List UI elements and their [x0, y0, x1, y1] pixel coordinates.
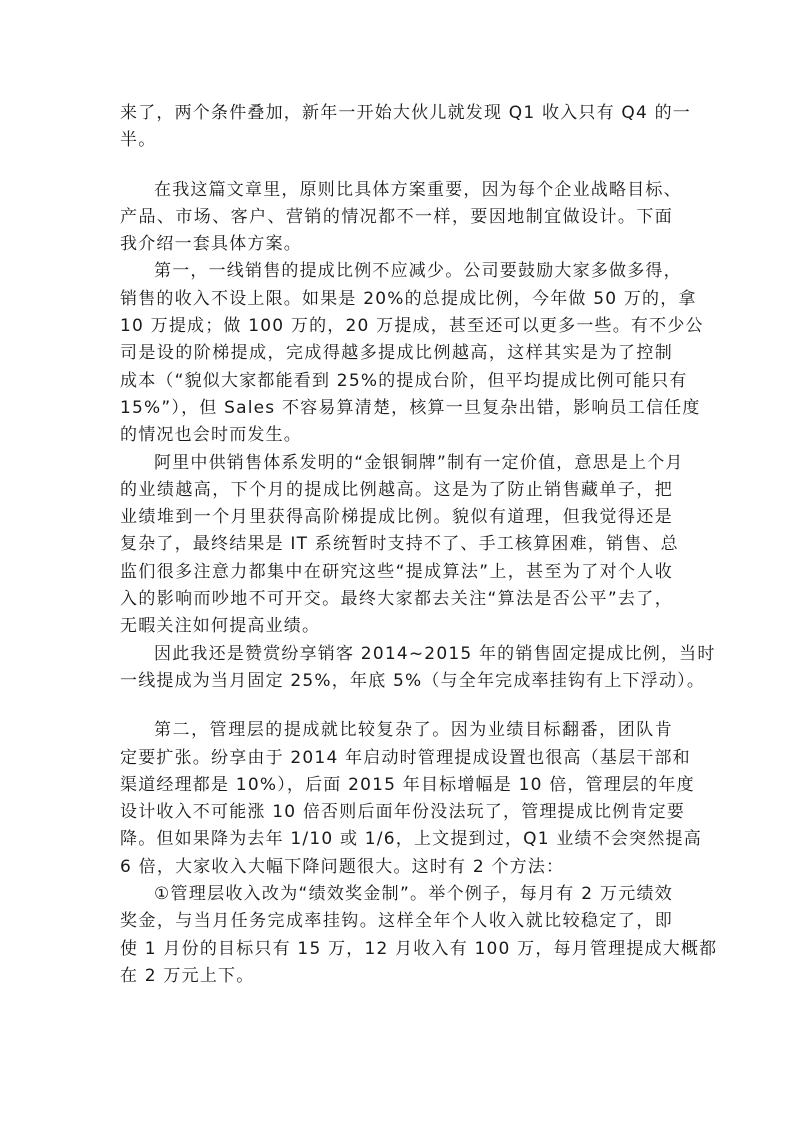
- text-line: 因此我还是赞赏纷享销客 2014~2015 年的销售固定提成比例，当时: [154, 643, 716, 664]
- paragraph-alibaba-example: [120, 450, 684, 641]
- paragraph-point-two: [120, 717, 702, 881]
- text-line: 入的影响而吵地不可开交。最终大家都去关注“算法是否公平”去了，: [120, 589, 673, 610]
- paragraph-continuation: [120, 100, 692, 155]
- text-line: 成本（“貌似大家都能看到 25%的提成台阶，但平均提成比例可能只有: [120, 370, 688, 391]
- text-line: 第一，一线销售的提成比例不应减少。公司要鼓励大家多做多得，: [154, 261, 682, 282]
- text-line: 来了，两个条件叠加，新年一开始大伙儿就发现 Q1 收入只有 Q4 的一: [120, 103, 692, 123]
- text-line: 一线提成为当月固定 25%，年底 5%（与全年完成率挂钩有上下浮动）。: [120, 670, 706, 691]
- text-line: 我介绍一套具体方案。: [120, 234, 302, 255]
- text-line: 渠道经理都是 10%），后面 2015 年目标增幅是 10 倍，管理层的年度: [120, 774, 695, 795]
- text-line: 阿里中供销售体系发明的“金银铜牌”制有一定价值，意思是上个月: [154, 452, 684, 473]
- text-line: 第二，管理层的提成就比较复杂了。因为业绩目标翻番，团队肯: [154, 720, 673, 741]
- paragraph-fixed-rate: [120, 641, 716, 696]
- text-line: 监们很多注意力都集中在研究这些“提成算法”上，甚至为了对个人收: [120, 561, 673, 582]
- text-line: ①管理层收入改为“绩效奖金制”。举个例子，每月有 2 万元绩效: [154, 884, 673, 905]
- paragraph-gap: [120, 155, 673, 177]
- text-line: 15%”），但 Sales 不容易算清楚，核算一旦复杂出错，影响员工信任度: [120, 397, 701, 418]
- text-line: 销售的收入不设上限。如果是 20%的总提成比例，今年做 50 万的，拿: [120, 288, 697, 309]
- text-line: 司是设的阶梯提成，完成得越多提成比例越高，这样其实是为了控制: [120, 343, 673, 364]
- text-line: 设计收入不可能涨 10 倍否则后面年份没法玩了，管理提成比例肯定要: [120, 802, 686, 823]
- text-line: 奖金，与当月任务完成率挂钩。这样全年个人收入就比较稳定了，即: [120, 911, 673, 932]
- text-line: 无暇关注如何提高业绩。: [120, 616, 321, 637]
- text-line: 在我这篇文章里，原则比具体方案重要，因为每个企业战略目标、: [154, 179, 682, 200]
- text-line: 产品、市场、客户、营销的情况都不一样，要因地制宜做设计。下面: [120, 206, 673, 227]
- text-line: 10 万提成；做 100 万的，20 万提成，甚至还可以更多一些。有不少公: [120, 316, 704, 337]
- paragraph-gap: [120, 695, 673, 717]
- paragraph-method-one: [120, 881, 718, 990]
- paragraph-intro: [120, 177, 682, 259]
- document-page: [120, 100, 718, 990]
- text-line: 在 2 万元上下。: [120, 965, 255, 986]
- text-line: 降。但如果降为去年 1/10 或 1/6，上文提到过，Q1 业绩不会突然提高: [120, 829, 702, 850]
- text-line: 的情况也会时而发生。: [120, 425, 302, 446]
- text-line: 半。: [120, 130, 157, 151]
- text-line: 6 倍，大家收入大幅下降问题很大。这时有 2 个方法：: [120, 856, 565, 877]
- text-line: 使 1 月份的目标只有 15 万，12 月收入有 100 万，每月管理提成大概都: [120, 938, 718, 959]
- text-line: 复杂了，最终结果是 IT 系统暂时支持不了、手工核算困难，销售、总: [120, 534, 679, 555]
- paragraph-point-one: [120, 258, 704, 449]
- text-line: 业绩堆到一个月里获得高阶梯提成比例。貌似有道理，但我觉得还是: [120, 507, 673, 528]
- text-line: 定要扩张。纷享由于 2014 年启动时管理提成设置也很高（基层干部和: [120, 747, 691, 768]
- text-line: 的业绩越高，下个月的提成比例越高。这是为了防止销售藏单子，把: [120, 479, 673, 500]
